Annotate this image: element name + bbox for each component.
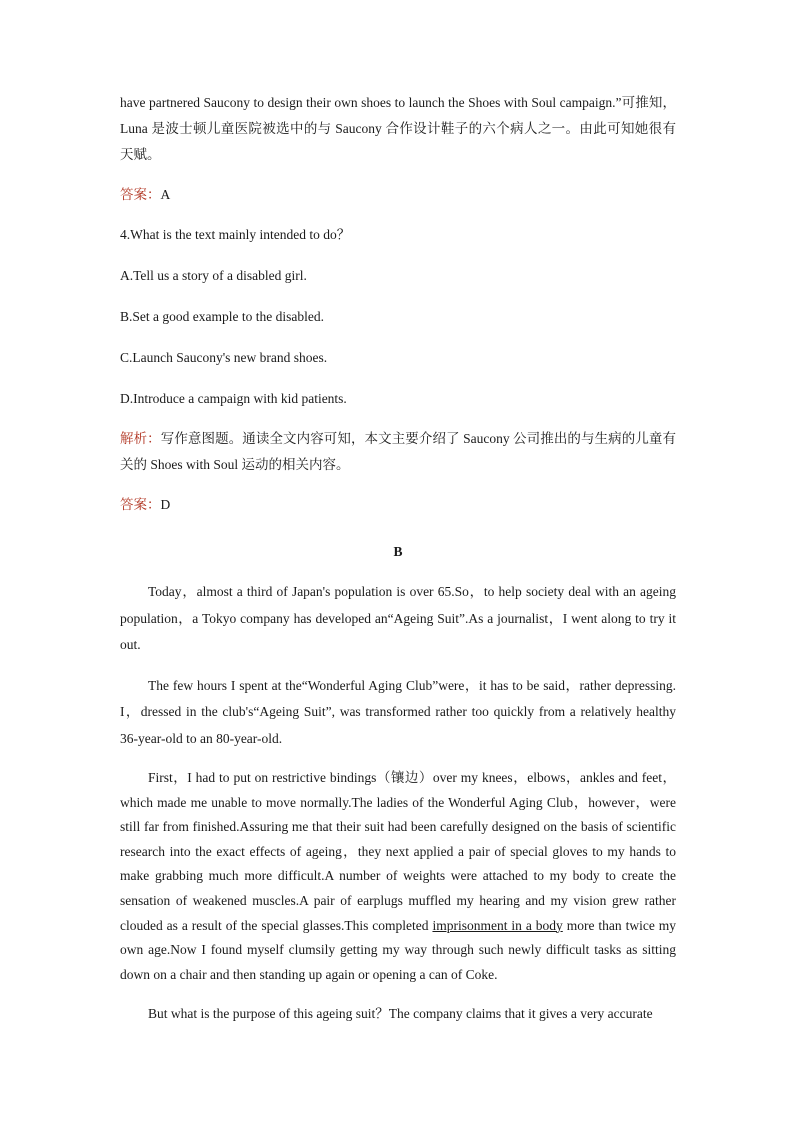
passage-paragraph-1: Today，almost a third of Japan's population is over 65.So，to help society deal with an ageing population，a Tokyo company has developed an“Ageing Suit”.As a journalist，I went along to try it out. [120,584,676,652]
answer-value: A [160,187,171,202]
answer-value-4: D [160,497,171,512]
answer-line-4 [120,492,676,518]
answer-line-3 [120,182,676,208]
analysis-label: 解析： [120,431,161,446]
underlined-phrase: imprisonment in a body [432,917,563,933]
option-a: A.Tell us a story of a disabled girl. [120,268,307,283]
answer-label: 答案： [120,187,161,202]
analysis-continuation [120,90,676,168]
document-page [120,90,676,1028]
analysis-text-4: 写作意图题。通读全文内容可知，本文主要介绍了 Saucony 公司推出的与生病的儿童有关的 Shoes with Soul 运动的相关内容。 [120,431,676,472]
passage-paragraph-2: The few hours I spent at the“Wonderful Aging Club”were，it has to be said，rather depressing. I，dressed in the club's“Ageing Suit”, was transformed rather too quickly from a relatively healthy 36-year-old to an 80-year-old. [120,677,676,746]
passage-title: B [393,544,403,559]
answer-label-4: 答案： [120,497,161,512]
option-c: C.Launch Saucony's new brand shoes. [120,350,328,365]
analysis-4 [120,426,676,478]
analysis-text: have partnered Saucony to design their own shoes to launch the Shoes with Soul campaign.”可推知，Luna 是波士顿儿童医院被选中的与 Saucony 合作设计鞋子的六个病人之一。由此可知她很有天赋。 [120,95,676,162]
option-b: B.Set a good example to the disabled. [120,309,324,324]
passage-paragraph-4: But what is the purpose of this ageing suit？The company claims that it gives a very accurate [148,1006,653,1022]
paragraph-3-text-before: First，I had to put on restrictive bindings（镶边）over my knees，elbows，ankles and feet，which made me unable to move normally.The ladies of the Wonderful Aging Club，however，were still far from finished.Assuring me that their suit had been carefully designed on the basis of scientific research into the exact effects of ageing，they next applied a pair of special gloves to my hands to make grabbing much more difficult.A number of weights were attached to my body to create the sensation of weakened muscles.A pair of earplugs muffled my hearing and my vision grew rather clouded as a result of the special glasses.This completed [120,770,676,933]
question-4: 4.What is the text mainly intended to do？ [120,227,351,242]
paragraph-3-text-after: more than twice my own age.Now I found myself clumsily getting my way through such newly difficult tasks as sitting down on a chair and then standing up again or opening a can of Coke. [120,917,676,982]
passage-paragraph-3 [120,766,676,987]
option-d: D.Introduce a campaign with kid patients. [120,391,347,406]
